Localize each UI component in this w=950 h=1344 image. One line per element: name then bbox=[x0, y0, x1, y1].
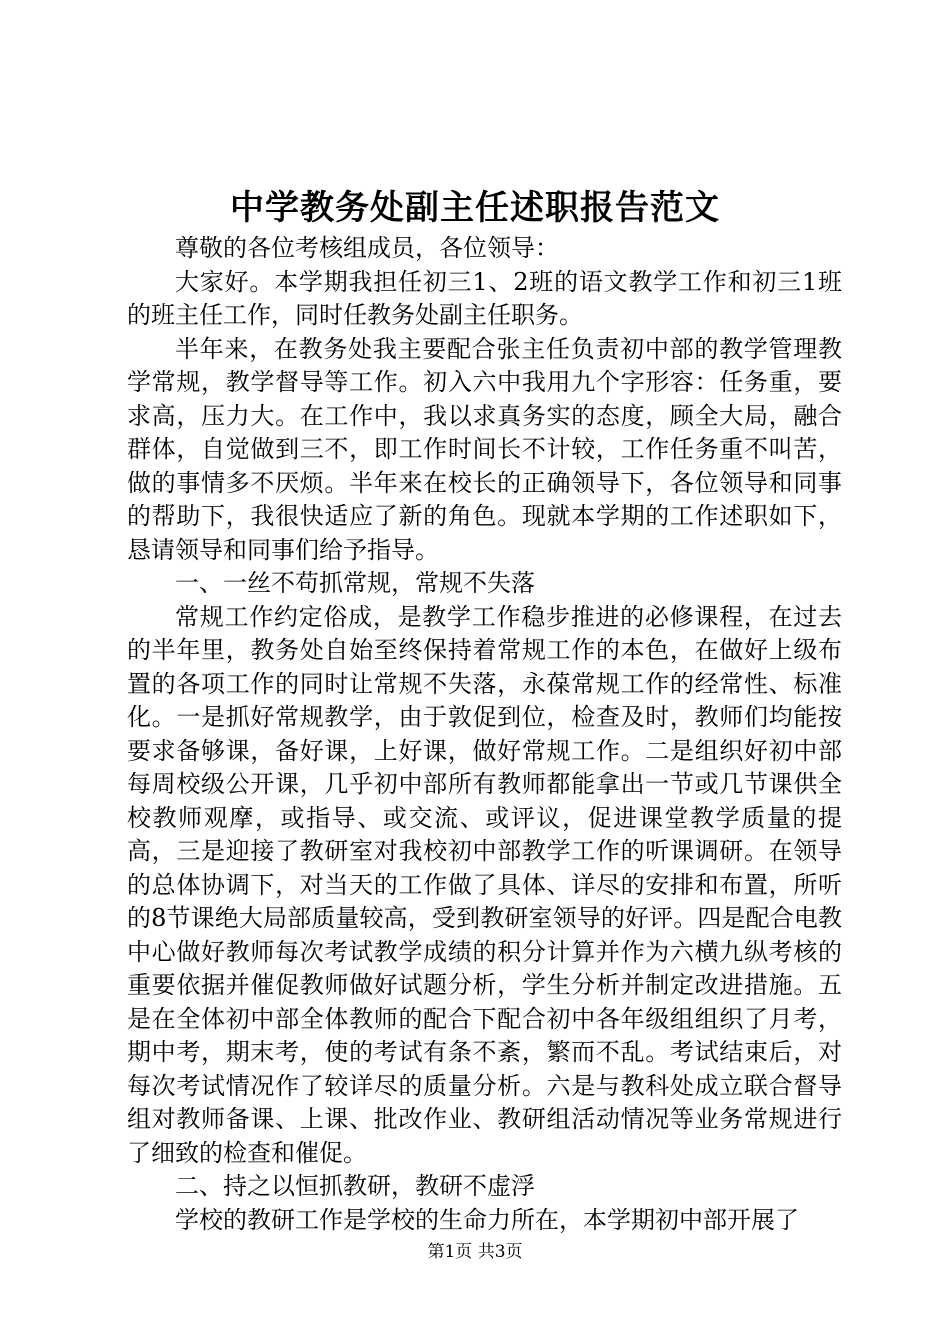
intro-paragraph: 半年来，在教务处我主要配合张主任负责初中部的教学管理教学常规，教学督导等工作。初入六中我用九个字形容：任务重，要求高，压力大。在工作中，我以求真务实的态度，顾全大局，融合群体，自觉做到三不，即工作时间长不计较，工作任务重不叫苦，做的事情多不厌烦。半年来在校长的正确领导下，各位领导和同事的帮助下，我很快适应了新的角色。现就本学期的工作述职如下，恳请领导和同事们给予指导。 bbox=[127, 334, 842, 564]
section-heading-2: 二、持之以恒抓教研，教研不虚浮 bbox=[175, 1172, 535, 1200]
greeting-paragraph: 大家好。本学期我担任初三1、2班的语文教学工作和初三1班的班主任工作，同时任教务处副主任职务。 bbox=[127, 267, 842, 329]
salutation-paragraph: 尊敬的各位考核组成员，各位领导： bbox=[175, 234, 559, 262]
section-heading-1: 一、一丝不苟抓常规，常规不失落 bbox=[175, 569, 535, 597]
section-1-paragraph: 常规工作约定俗成，是教学工作稳步推进的必修课程，在过去的半年里，教务处自始至终保持着常规工作的本色，在做好上级布置的各项工作的同时让常规不失落，永葆常规工作的经常性、标准化。一是抓好常规教学，由于敦促到位，检查及时，教师们均能按要求备够课，备好课，上好课，做好常规工作。二是组织好初中部每周校级公开课，几乎初中部所有教师都能拿出一节或几节课供全校教师观摩，或指导、或交流、或评议，促进课堂教学质量的提高，三是迎接了教研室对我校初中部教学工作的听课调研。在领导的总体协调下，对当天的工作做了具体、详尽的安排和布置，所听的8节课绝大局部质量较高，受到教研室领导的好评。四是配合电教中心做好教师每次考试教学成绩的积分计算并作为六横九纵考核的重要依据并催促教师做好试题分析，学生分析并制定改进措施。五是在全体初中部全体教师的配合下配合初中各年级组组织了月考，期中考，期末考，使的考试有条不紊，繁而不乱。考试结束后，对每次考试情况作了较详尽的质量分析。六是与教科处成立联合督导组对教师备课、上课、批改作业、教研组活动情况等业务常规进行了细致的检查和催促。 bbox=[127, 602, 842, 1167]
section-2-paragraph: 学校的教研工作是学校的生命力所在，本学期初中部开展了 bbox=[175, 1205, 799, 1234]
page-footer: 第1页 共3页 bbox=[427, 1242, 523, 1262]
document-body bbox=[127, 232, 842, 1237]
document-title: 中学教务处副主任述职报告范文 bbox=[230, 188, 720, 228]
